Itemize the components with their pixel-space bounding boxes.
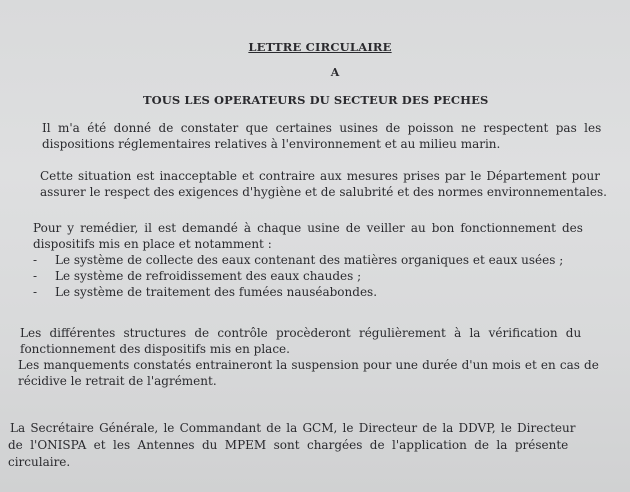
paragraph-3-line-2: dispositifs mis en place et notamment : — [33, 237, 272, 251]
bullet-dash: - — [33, 285, 38, 299]
paragraph-4-line-4: récidive le retrait de l'agrément. — [18, 374, 217, 388]
letter-title: LETTRE CIRCULAIRE — [248, 40, 392, 54]
letter-addressee-prefix: A — [330, 66, 340, 79]
bullet-item — [0, 268, 630, 284]
paragraph-4-line-1: Les différentes structures de contrôle procèderont régulièrement à la vérification du — [20, 326, 582, 340]
bullet-dash: - — [33, 253, 38, 267]
bullet-text: Le système de collecte des eaux contenant des matières organiques et eaux usées ; — [55, 253, 564, 267]
bullet-dash: - — [33, 269, 38, 283]
bullet-item — [0, 252, 630, 268]
paragraph-2 — [0, 168, 630, 200]
paragraph-1-line-2: dispositions réglementaires relatives à l'environnement et au milieu marin. — [42, 137, 501, 151]
paragraph-4-line-2: fonctionnement des dispositifs mis en place. — [20, 342, 290, 356]
paragraph-4-line-3: Les manquements constatés entraineront la suspension pour une durée d'un mois et en cas de — [18, 358, 599, 372]
bullet-text: Le système de traitement des fumées nauséabondes. — [55, 285, 378, 299]
paragraph-2-line-1: Cette situation est inacceptable et contraire aux mesures prises par le Département pour — [40, 169, 600, 183]
bullet-text: Le système de refroidissement des eaux chaudes ; — [55, 269, 362, 283]
paragraph-5-line-3: circulaire. — [8, 455, 71, 469]
paragraph-5 — [0, 420, 630, 471]
paragraph-2-line-2: assurer le respect des exigences d'hygiène et de salubrité et des normes environnementales. — [40, 185, 607, 199]
paragraph-3-line-1: Pour y remédier, il est demandé à chaque usine de veiller au bon fonctionnement des — [33, 221, 583, 235]
paragraph-5-line-2: de l'ONISPA et les Antennes du MPEM sont chargées de l'application de la présente — [8, 438, 569, 452]
paragraph-1 — [0, 120, 630, 152]
bullet-item — [0, 284, 630, 300]
paragraph-4 — [0, 325, 630, 389]
paragraph-5-line-1: La Secrétaire Générale, le Commandant de la GCM, le Directeur de la DDVP, le Directeur — [10, 421, 576, 435]
letter-recipients: TOUS LES OPERATEURS DU SECTEUR DES PECHES — [143, 93, 489, 107]
paragraph-3 — [0, 220, 630, 300]
paragraph-1-line-1: Il m'a été donné de constater que certaines usines de poisson ne respectent pas les — [42, 121, 602, 135]
